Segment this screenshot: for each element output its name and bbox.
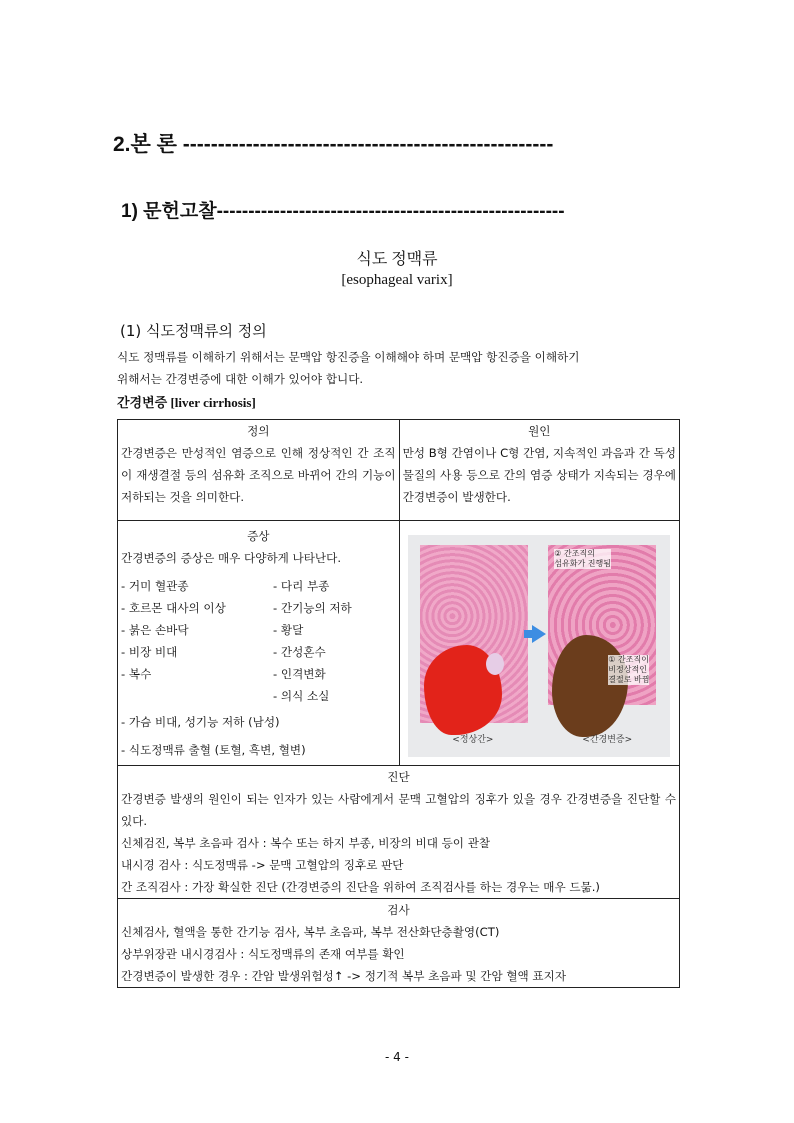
exam-header: 검사	[387, 903, 410, 917]
caption-normal-liver: <정상간>	[452, 735, 494, 745]
list-item: - 다리 부종	[273, 579, 330, 593]
intro-paragraph	[117, 346, 682, 390]
annotation-fibrosis: ② 간조직의 섬유화가 진행됨	[554, 549, 611, 568]
list-item: - 식도정맥류 출혈 (토혈, 흑변, 혈변)	[121, 743, 306, 757]
intro-line: 식도 정맥류를 이해하기 위해서는 문맥압 항진증을 이해해야 하며 문맥압 항진증을 이해하기	[117, 350, 580, 364]
symptoms-header: 증상	[247, 529, 270, 543]
list-item: - 간기능의 저하	[273, 601, 352, 615]
diagnosis-line: 간경변증 발생의 원인이 되는 인자가 있는 사람에게서 문맥 고혈압의 징후가 있을 경우 간경변증을 진단할 수 있다.	[121, 792, 676, 828]
list-item: - 복수	[121, 667, 152, 681]
diagnosis-line: 내시경 검사 : 식도정맥류 -> 문맥 고혈압의 징후로 판단	[121, 858, 404, 872]
symptoms-intro: 간경변증의 증상은 매우 다양하게 나타난다.	[121, 551, 342, 565]
list-item: - 가슴 비대, 성기능 저하 (남성)	[121, 715, 280, 729]
list-item: - 거미 혈관종	[121, 579, 189, 593]
definition-cell	[118, 420, 400, 521]
diagnosis-line: 신체검진, 복부 초음파 검사 : 복수 또는 하지 부종, 비장의 비대 등이 관찰	[121, 836, 491, 850]
definition-text: 간경변증은 만성적인 염증으로 인해 정상적인 간 조직이 재생결절 등의 섬유화 조직으로 바뀌어 간의 기능이 저하되는 것을 의미한다.	[121, 446, 396, 504]
table-row	[118, 899, 680, 988]
symptoms-extra	[121, 711, 396, 761]
arrow-right-icon	[532, 625, 546, 643]
table-row	[118, 766, 680, 899]
cirrhosis-table	[117, 419, 680, 988]
list-item: - 붉은 손바닥	[121, 623, 189, 637]
exam-cell	[118, 899, 680, 988]
symptoms-cell	[118, 521, 400, 766]
topic-title-english: [esophageal varix]	[341, 272, 453, 288]
symptoms-left-column	[121, 575, 273, 707]
symptoms-list	[121, 575, 396, 707]
list-item: - 의식 소실	[273, 689, 330, 703]
intro-line: 위해서는 간경변증에 대한 이해가 있어야 합니다.	[117, 372, 364, 386]
cirrhotic-liver-image	[552, 635, 628, 737]
list-item: - 인격변화	[273, 667, 326, 681]
list-item: - 황달	[273, 623, 304, 637]
subsection-heading: (1) 식도정맥류의 정의	[120, 322, 267, 340]
diagnosis-header: 진단	[387, 770, 410, 784]
exam-line: 간경변증이 발생한 경우 : 간암 발생위험성↑ -> 정기적 복부 초음파 및 간암 혈액 표지자	[121, 969, 567, 983]
symptoms-right-column	[273, 575, 388, 707]
cause-header: 원인	[528, 424, 551, 438]
page-number: - 4 -	[385, 1050, 409, 1064]
exam-line: 신체검사, 혈액을 통한 간기능 검사, 복부 초음파, 복부 전산화단층촬영(CT)	[121, 925, 500, 939]
table-row	[118, 420, 680, 521]
list-item: - 호르몬 대사의 이상	[121, 601, 226, 615]
exam-line: 상부위장관 내시경검사 : 식도정맥류의 존재 여부를 확인	[121, 947, 405, 961]
table-label: 간경변증 [liver cirrhosis]	[117, 395, 256, 410]
diagnosis-cell	[118, 766, 680, 899]
chapter-heading: 2.본 론 -----------------------------------------------------	[113, 133, 554, 156]
definition-header: 정의	[247, 424, 270, 438]
list-item: - 간성혼수	[273, 645, 326, 659]
cause-cell	[399, 420, 679, 521]
cause-text: 만성 B형 간염이나 C형 간염, 지속적인 과음과 간 독성 물질의 사용 등으로 간의 염증 상태가 지속되는 경우에 간경변증이 발생한다.	[402, 446, 676, 504]
caption-cirrhosis: <간경변증>	[582, 735, 633, 745]
liver-comparison-figure	[408, 535, 670, 757]
topic-title-korean: 식도 정맥류	[356, 251, 438, 268]
list-item: - 비장 비대	[121, 645, 178, 659]
section-heading: 1) 문헌고찰-------------------------------------------------------	[121, 201, 565, 222]
table-row	[118, 521, 680, 766]
diagnosis-line: 간 조직검사 : 가장 확실한 진단 (간경변증의 진단을 위하여 조직검사를 하는 경우는 매우 드묾.)	[121, 880, 600, 894]
annotation-nodules: ① 간조직이 비정상적인 결절로 바뀜	[608, 655, 650, 684]
figure-cell	[399, 521, 679, 766]
